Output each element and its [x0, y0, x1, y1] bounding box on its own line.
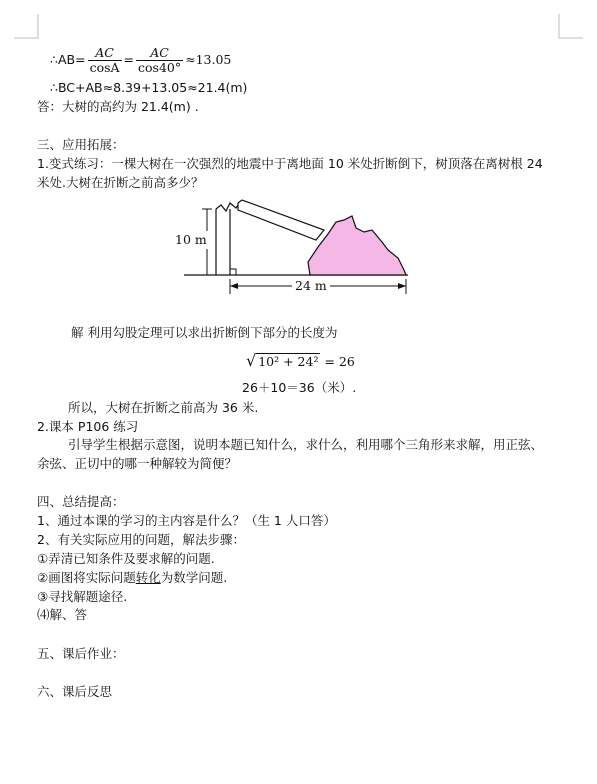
solution-intro: 解 利用勾股定理可以求出折断倒下部分的长度为 [71, 325, 338, 340]
q2-heading: 2.课本 P106 练习 [37, 419, 139, 434]
label-height-10m: 10 m [175, 232, 207, 247]
tree-crown [308, 216, 406, 275]
q1-text-line1: 1.变式练习：一棵大树在一次强烈的地震中于离地面 10 米处折断倒下，树顶落在离树根 24 [37, 156, 543, 171]
step1: ①弄清已知条件及要求解的问题. [37, 551, 215, 566]
section3-heading: 三、应用拓展： [37, 137, 125, 152]
summary-item1: 1、通过本课的学习的主内容是什么？（生 1 人口答） [37, 513, 336, 528]
right-angle-marker [230, 269, 236, 275]
step4: ⑷解、答 [37, 607, 88, 622]
sum-bc-ab: ∴BC+AB≈8.39+13.05≈21.4(m) [50, 80, 248, 95]
answer-line: 答：大树的高约为 21.4(m) . [37, 99, 199, 114]
q2-desc-line2: 余弦、正切中的哪一种解较为简便？ [37, 456, 238, 471]
label-base-24m: 24 m [292, 277, 330, 295]
section5-heading: 五、课后作业： [37, 646, 125, 661]
sum-line: 26＋10＝36（米）. [242, 380, 357, 395]
step2: ②画图将实际问题转化为数学问题. [37, 570, 228, 585]
q2-desc-line1: 引导学生根据示意图，说明本题已知什么，求什么，利用哪个三角形来求解，用正弦、 [68, 437, 544, 452]
sqrt-formula: √ 10² + 24² = 26 [246, 351, 355, 370]
break-jag [216, 201, 241, 211]
section6-heading: 六、课后反思 [37, 684, 113, 699]
fraction-ac-cosa: $\frac{AC}{\cos A}$ [89, 45, 120, 75]
ab-formula: ∴AB= $\frac{AC}{\cos A}$ = $\frac{AC}{\cos 40^\circ}$ ≈13.05 [50, 45, 232, 75]
summary-item2: 2、有关实际应用的问题，解法步骤： [37, 532, 245, 547]
fraction-ac-cos40: $\frac{AC}{\cos 40^\circ}$ [138, 45, 182, 75]
fallen-trunk [238, 200, 324, 240]
section4-heading: 四、总结提高： [37, 494, 125, 509]
step3: ③寻找解题途径. [37, 589, 128, 604]
conclusion: 所以，大树在折断之前高为 36 米. [68, 400, 259, 415]
q1-text-line2: 米处.大树在折断之前高多少？ [37, 175, 204, 190]
sqrt-symbol: √ [246, 351, 257, 370]
